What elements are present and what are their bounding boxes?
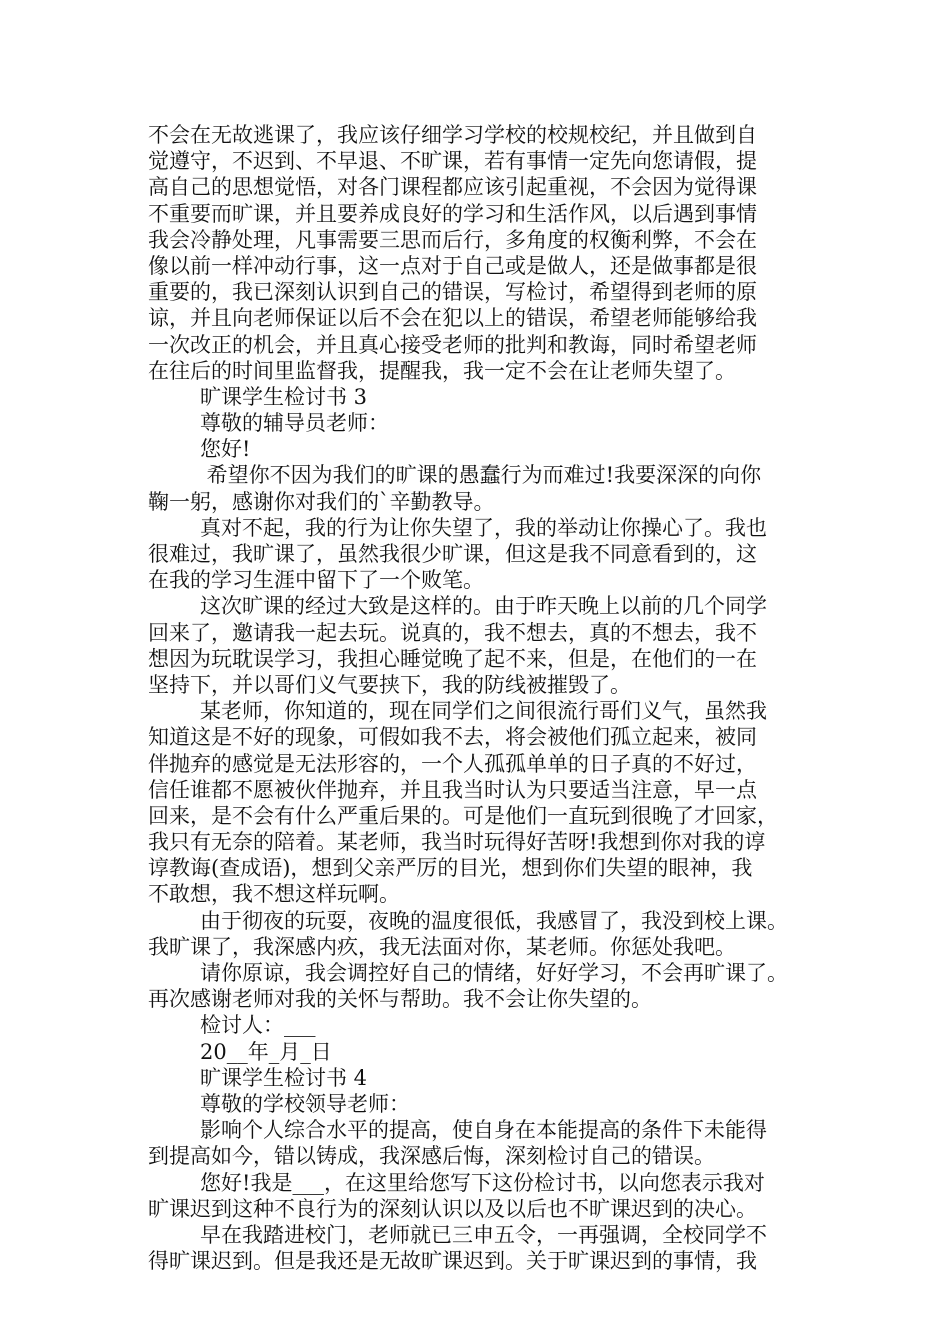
text-line: 旷课学生检讨书 4 <box>200 1065 368 1090</box>
text-line: 旷课学生检讨书 3 <box>200 384 368 409</box>
text-line: 不敢想，我不想这样玩啊。 <box>148 882 400 907</box>
text-line: 尊敬的学校领导老师： <box>200 1091 410 1116</box>
text-line: 谅，并且向老师保证以后不会在犯以上的错误，希望老师能够给我 <box>148 306 757 331</box>
text-line: 高自己的思想觉悟，对各门课程都应该引起重视，不会因为觉得课 <box>148 175 757 200</box>
text-line: 不重要而旷课，并且要养成良好的学习和生活作风，以后遇到事情 <box>148 201 757 226</box>
text-line: 一次改正的机会，并且真心接受老师的批判和教诲，同时希望老师 <box>148 332 757 357</box>
text-line: 旷课迟到这种不良行为的深刻认识以及以后也不旷课迟到的决心。 <box>148 1196 757 1221</box>
text-line: 不会在无故逃课了，我应该仔细学习学校的校规校纪，并且做到自 <box>148 123 757 147</box>
text-line: 在我的学习生涯中留下了一个败笔。 <box>148 568 484 593</box>
text-line: 20__年_月_日 <box>200 1039 332 1064</box>
text-line: 坚持下，并以哥们义气要挟下，我的防线被摧毁了。 <box>148 672 631 697</box>
text-line: 由于彻夜的玩耍，夜晚的温度很低，我感冒了，我没到校上课。 <box>200 908 788 933</box>
text-line: 真对不起，我的行为让你失望了，我的举动让你操心了。我也 <box>200 515 767 540</box>
text-line: 某老师，你知道的，现在同学们之间很流行哥们义气，虽然我 <box>200 699 767 724</box>
text-line: 我会冷静处理，凡事需要三思而后行，多角度的权衡利弊，不会在 <box>148 227 757 252</box>
text-line: 您好!我是___，在这里给您写下这份检讨书，以向您表示我对 <box>200 1170 765 1195</box>
text-line: 您好! <box>200 437 251 462</box>
text-line: 重要的，我已深刻认识到自己的错误，写检讨，希望得到老师的原 <box>148 280 757 305</box>
text-line: 像以前一样冲动行事，这一点对于自己或是做人，还是做事都是很 <box>148 253 757 278</box>
text-line: 请你原谅，我会调控好自己的情绪，好好学习，不会再旷课了。 <box>200 961 788 985</box>
text-line: 到提高如今，错以铸成，我深感后悔，深刻检讨自己的错误。 <box>148 1144 715 1169</box>
text-line: 知道这是不好的现象，可假如我不去，将会被他们孤立起来，被同 <box>148 725 757 750</box>
text-line: 我旷课了，我深感内疚，我无法面对你，某老师。你惩处我吧。 <box>148 934 736 959</box>
text-line: 早在我踏进校门，老师就已三申五令，一再强调，全校同学不 <box>200 1222 767 1247</box>
text-line: 谆教诲(查成语)，想到父亲严厉的目光，想到你们失望的眼神，我 <box>148 856 753 881</box>
text-line: 信任谁都不愿被伙伴抛弃，并且我当时认为只要适当注意，早一点 <box>148 777 757 802</box>
text-line: 尊敬的辅导员老师： <box>200 411 389 436</box>
text-line: 这次旷课的经过大致是这样的。由于昨天晚上以前的几个同学 <box>200 594 767 619</box>
text-line: 得旷课迟到。但是我还是无故旷课迟到。关于旷课迟到的事情，我 <box>148 1249 757 1274</box>
text-line: 回来，是不会有什么严重后果的。可是他们一直玩到很晚了才回家， <box>148 803 778 828</box>
text-line: 影响个人综合水平的提高，使自身在本能提高的条件下未能得 <box>200 1118 767 1143</box>
text-line: 希望你不因为我们的旷课的愚蠢行为而难过!我要深深的向你 <box>200 463 762 488</box>
text-line: 伴抛弃的感觉是无法形容的，一个人孤孤单单的日子真的不好过， <box>148 751 757 776</box>
text-line: 我只有无奈的陪着。某老师，我当时玩得好苦呀!我想到你对我的谆 <box>148 830 766 855</box>
text-line: 检讨人：___ <box>200 1013 316 1038</box>
text-line: 再次感谢老师对我的关怀与帮助。我不会让你失望的。 <box>148 987 652 1012</box>
document-body <box>148 122 810 1274</box>
text-line: 很难过，我旷课了，虽然我很少旷课，但这是我不同意看到的，这 <box>148 542 757 566</box>
text-line: 想因为玩耽误学习，我担心睡觉晚了起不来，但是，在他们的一在 <box>148 646 757 671</box>
text-line: 回来了，邀请我一起去玩。说真的，我不想去，真的不想去，我不 <box>148 620 757 645</box>
text-line: 鞠一躬，感谢你对我们的`辛勤教导。 <box>148 489 495 514</box>
text-line: 在往后的时间里监督我，提醒我，我一定不会在让老师失望了。 <box>148 358 736 383</box>
text-line: 觉遵守，不迟到、不早退、不旷课，若有事情一定先向您请假，提 <box>148 149 757 174</box>
